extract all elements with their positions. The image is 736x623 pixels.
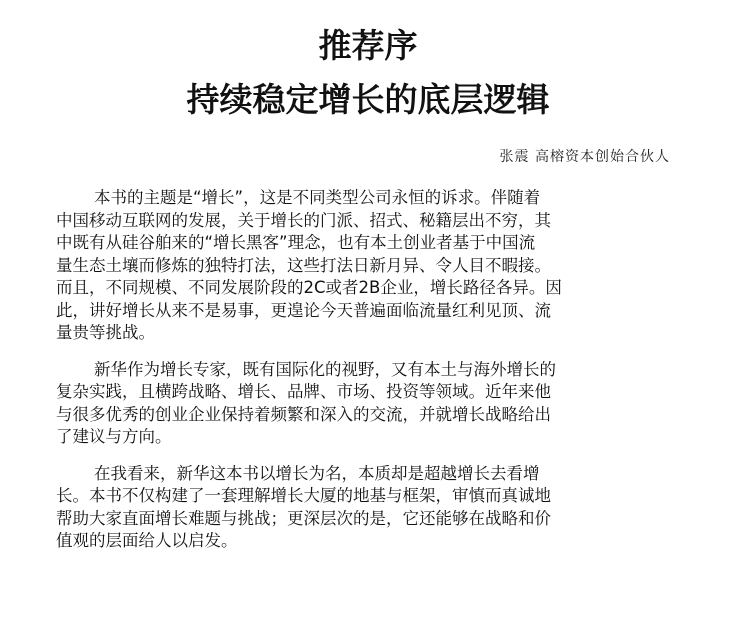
text-line: 此，讲好增长从来不是易事，更遑论今天普遍面临流量红利见顶、流 xyxy=(56,300,551,320)
text-line: 中既有从硅谷舶来的“增长黑客”理念，也有本土创业者基于中国流 xyxy=(56,233,536,252)
text-line: 在我看来，新华这本书以增长为名，本质却是超越增长去看增 xyxy=(94,463,540,483)
text-line: 量生态土壤而修炼的独特打法，这些打法日新月异、令人目不暇接。 xyxy=(56,255,551,275)
text-line: 量贵等挑战。 xyxy=(56,323,155,342)
author-byline: 张震 高榕资本创始合伙人 xyxy=(499,149,670,165)
paragraph-2 xyxy=(56,359,676,449)
text-line: 中国移动互联网的发展，关于增长的门派、招式、秘籍层出不穷，其 xyxy=(56,210,551,230)
preface-heading: 推荐序 xyxy=(318,26,418,65)
text-line: 了建议与方向。 xyxy=(56,427,172,446)
text-line: 新华作为增长专家，既有国际化的视野，又有本土与海外增长的 xyxy=(94,359,556,379)
paragraph-3 xyxy=(56,463,676,553)
text-line: 复杂实践，且横跨战略、增长、品牌、市场、投资等领域。近年来他 xyxy=(56,382,551,401)
paragraph-1 xyxy=(56,187,676,345)
text-line: 帮助大家直面增长难题与挑战；更深层次的是，它还能够在战略和价 xyxy=(56,508,551,528)
preface-title: 持续稳定增长的底层逻辑 xyxy=(186,80,550,119)
text-line: 本书的主题是“增长”，这是不同类型公司永恒的诉求。伴随着 xyxy=(94,188,541,207)
text-line: 值观的层面给人以启发。 xyxy=(56,531,238,550)
text-line: 与很多优秀的创业企业保持着频繁和深入的交流，并就增长战略给出 xyxy=(56,404,551,424)
text-line: 而且，不同规模、不同发展阶段的2C或者2B企业，增长路径各异。因 xyxy=(56,278,562,297)
text-line: 长。本书不仅构建了一套理解增长大厦的地基与框架，审慎而真诚地 xyxy=(56,486,551,505)
preface-body xyxy=(56,187,676,567)
